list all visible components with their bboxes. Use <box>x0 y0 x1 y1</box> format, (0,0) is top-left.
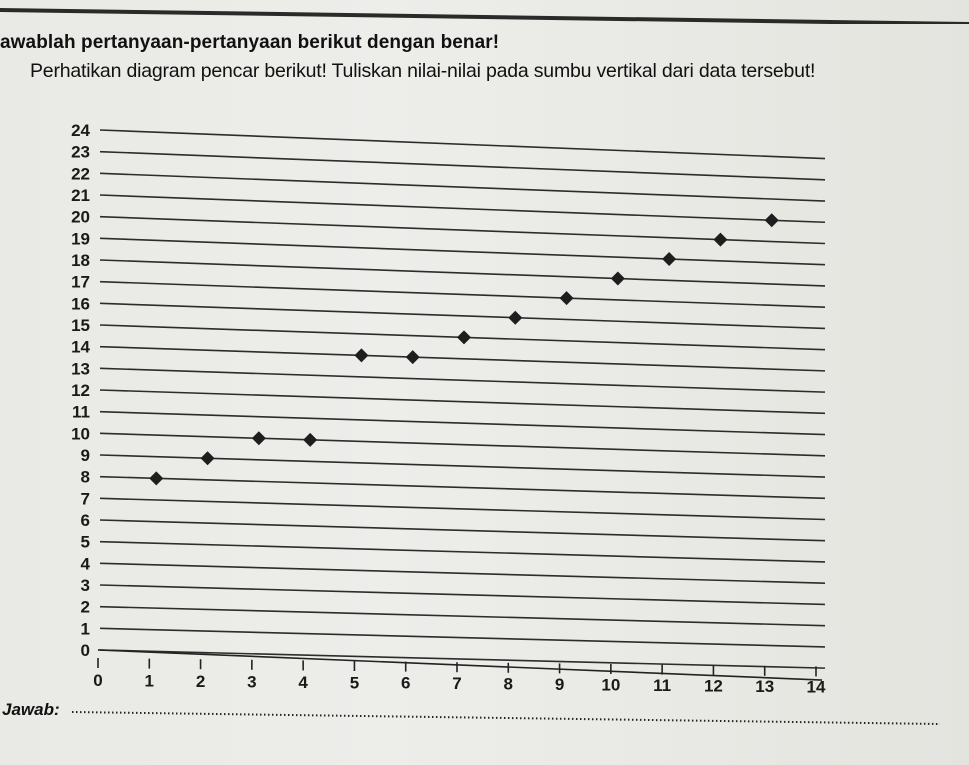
y-tick-label-20: 20 <box>71 207 90 227</box>
data-point-11 <box>662 252 676 266</box>
y-tick-label-13: 13 <box>71 359 90 379</box>
answer-dotted-line <box>0 698 969 728</box>
grid-line-22 <box>100 173 825 201</box>
data-point-10 <box>611 272 625 286</box>
y-tick-label-4: 4 <box>80 554 90 574</box>
y-tick-label-0: 0 <box>80 641 90 660</box>
grid-line-11 <box>100 412 825 435</box>
grid-line-21 <box>100 195 825 222</box>
y-tick-label-2: 2 <box>80 597 90 617</box>
data-point-2 <box>201 451 215 465</box>
grid-line-13 <box>100 368 825 392</box>
y-tick-label-15: 15 <box>71 316 90 335</box>
grid-line-23 <box>100 152 825 180</box>
y-tick-label-14: 14 <box>71 337 90 357</box>
y-tick-label-12: 12 <box>71 381 90 400</box>
x-tick-label-3: 3 <box>247 672 257 692</box>
x-tick-label-12: 12 <box>703 676 723 696</box>
grid-line-7 <box>100 498 825 519</box>
y-tick-label-10: 10 <box>71 424 90 444</box>
x-tick-label-1: 1 <box>144 671 155 691</box>
x-tick-label-7: 7 <box>452 674 462 694</box>
grid-line-4 <box>100 563 825 583</box>
data-point-8 <box>508 311 522 325</box>
instruction-heading: awablah pertanyaan-pertanyaan berikut dengan benar! <box>0 32 500 53</box>
x-tick-label-5: 5 <box>349 673 360 693</box>
x-tick-label-4: 4 <box>298 672 308 692</box>
x-tick-label-9: 9 <box>554 675 565 695</box>
question-text: Perhatikan diagram pencar berikut! Tuliskan nilai-nilai pada sumbu vertikal dari data tersebut! <box>30 60 816 82</box>
y-tick-label-16: 16 <box>71 294 90 314</box>
grid-line-5 <box>100 542 825 562</box>
y-tick-label-24: 24 <box>71 121 90 140</box>
grid-line-12 <box>100 390 825 413</box>
y-tick-label-8: 8 <box>80 467 90 487</box>
data-point-5 <box>354 348 368 362</box>
y-tick-label-6: 6 <box>80 511 90 530</box>
data-point-13 <box>765 213 779 227</box>
y-tick-label-23: 23 <box>71 142 90 162</box>
grid-line-18 <box>100 260 825 286</box>
data-point-6 <box>406 350 420 364</box>
grid-line-10 <box>100 433 825 455</box>
grid-line-8 <box>100 477 825 499</box>
y-tick-label-1: 1 <box>80 619 90 639</box>
y-tick-label-17: 17 <box>71 272 90 292</box>
grid-line-2 <box>100 607 825 626</box>
answer-label: Jawab: <box>2 700 60 719</box>
data-point-7 <box>457 330 471 344</box>
x-tick-labels <box>93 658 826 696</box>
x-tick-label-10: 10 <box>601 675 621 695</box>
x-tick-label-0: 0 <box>93 671 103 690</box>
grid-line-1 <box>100 628 825 647</box>
x-tick-label-8: 8 <box>503 674 514 694</box>
x-tick-label-13: 13 <box>755 676 775 696</box>
x-tick-label-2: 2 <box>195 671 206 691</box>
data-point-9 <box>560 291 574 305</box>
y-tick-label-21: 21 <box>71 186 90 205</box>
y-tick-label-3: 3 <box>80 576 90 595</box>
grid-line-17 <box>100 282 825 308</box>
y-tick-label-7: 7 <box>80 489 90 509</box>
grid-line-16 <box>100 303 825 328</box>
y-tick-label-9: 9 <box>80 446 90 465</box>
y-tick-label-11: 11 <box>72 402 90 422</box>
y-tick-label-5: 5 <box>80 532 90 552</box>
y-tick-label-18: 18 <box>71 251 90 270</box>
x-tick-label-11: 11 <box>653 675 672 695</box>
data-point-1 <box>149 471 163 485</box>
x-tick-label-6: 6 <box>400 673 411 693</box>
y-tick-labels <box>71 121 90 660</box>
y-tick-label-22: 22 <box>71 164 90 184</box>
grid-line-24 <box>100 130 825 159</box>
grid-lines <box>100 130 825 668</box>
grid-line-6 <box>100 520 825 541</box>
data-point-3 <box>252 431 266 445</box>
grid-line-14 <box>100 347 825 371</box>
grid-line-3 <box>100 585 825 604</box>
x-tick-label-14: 14 <box>806 677 826 697</box>
data-point-12 <box>713 233 727 247</box>
data-point-4 <box>303 433 317 447</box>
y-tick-label-19: 19 <box>71 229 90 249</box>
